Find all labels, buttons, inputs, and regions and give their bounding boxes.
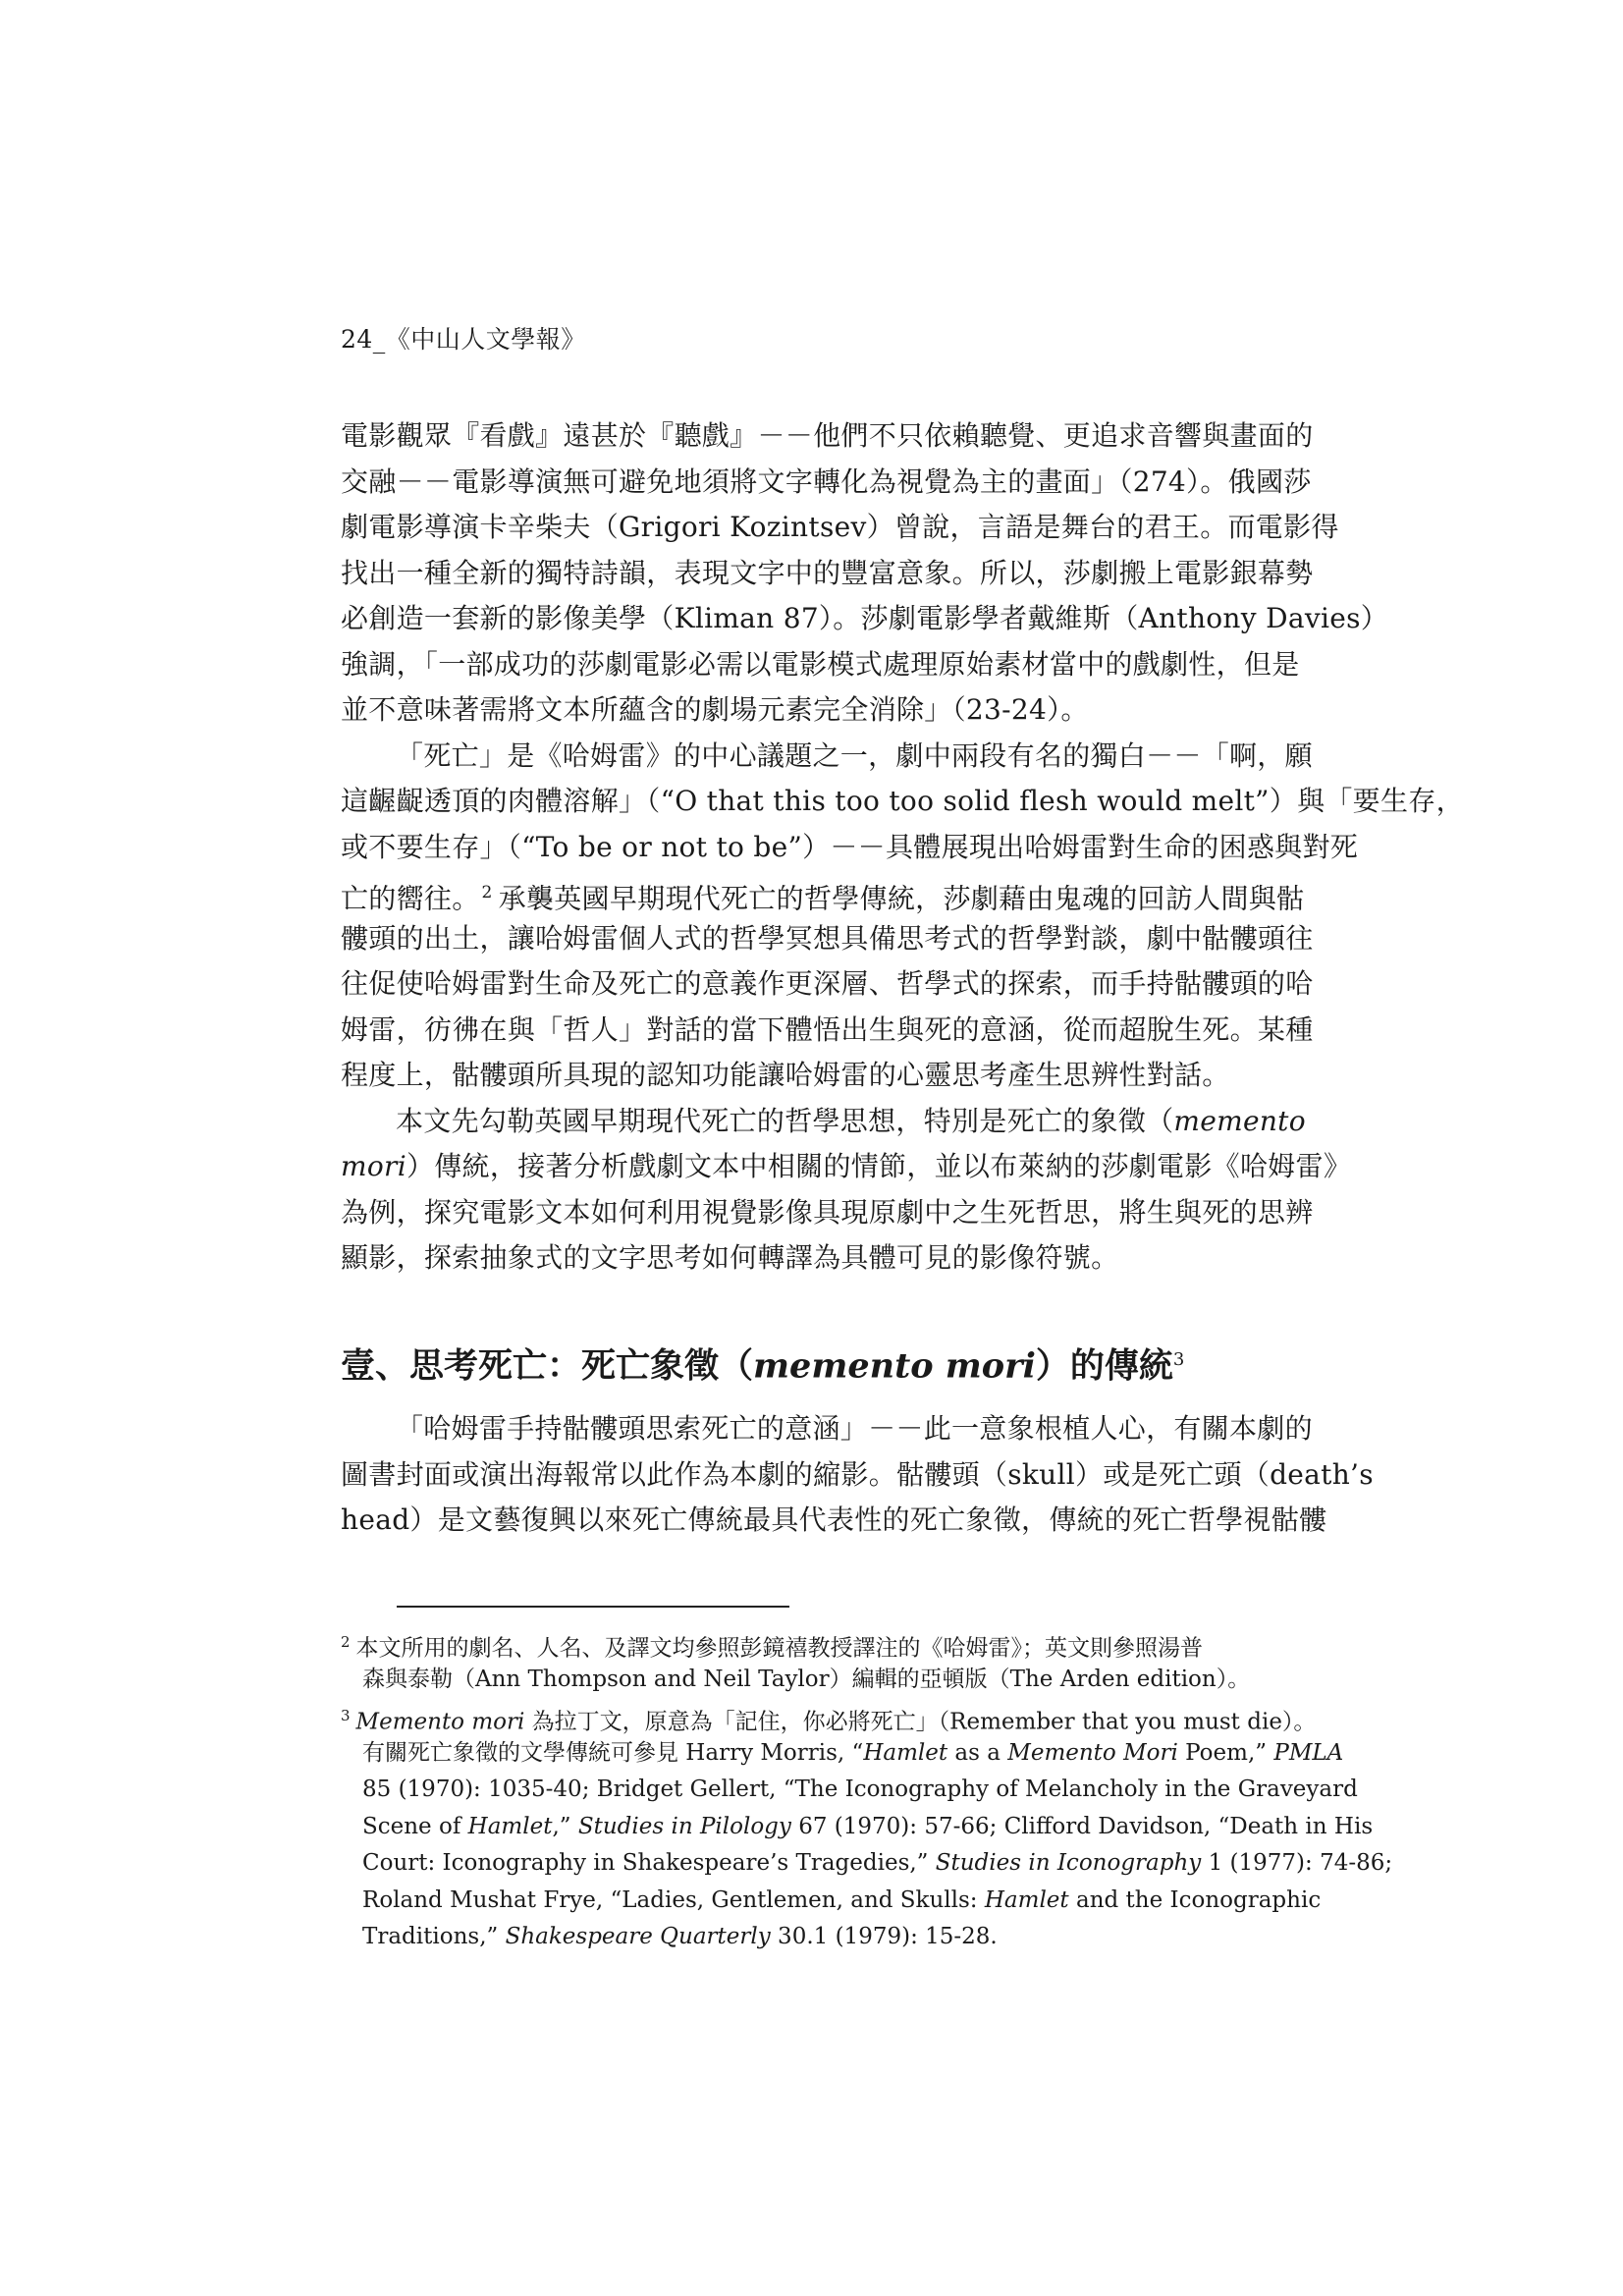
paragraph-line [341, 961, 1314, 1008]
line-text: 承襲英國早期現代死亡的哲學傳統，莎劇藉由鬼魂的回訪人間與骷 [498, 882, 1305, 915]
paragraph-line [341, 460, 1312, 506]
footnote-3-line [341, 1698, 1317, 1735]
line-text: 這齷齪透頂的肉體溶解」（“O that this too too solid flesh would melt”）與「要生存， [341, 785, 1464, 817]
footnote-italic: Studies in Pilology [577, 1813, 791, 1839]
footnote-mark: 2 [341, 1633, 351, 1651]
footnote-text: 本文所用的劇名、人名、及譯文均參照彭鏡禧教授譯注的《哈姆雷》；英文則參照湯普 [355, 1635, 1204, 1662]
footnote-italic: Shakespeare Quarterly [505, 1924, 771, 1949]
paragraph-line [341, 779, 1464, 825]
footnote-italic: Memento mori [355, 1709, 525, 1735]
footnote-text: 1 (1977): 74-86; [1201, 1850, 1393, 1876]
footnote-2-line [341, 1662, 1283, 1699]
footnote-ref: 2 [481, 883, 493, 902]
footnote-text: 有關死亡象徵的文學傳統可參見 Harry Morris, “ [362, 1739, 864, 1766]
line-text: 並不意味著需將文本所蘊含的劇場元素完全消除」（23-24）。 [341, 693, 1089, 726]
line-text: 程度上，骷髏頭所具現的認知功能讓哈姆雷的心靈思考產生思辨性對話。 [341, 1059, 1230, 1091]
footnotes [341, 1624, 1393, 1956]
footnote-text: 為拉丁文，原意為「記住，你必將死亡」（Remember that you must die）。 [524, 1709, 1317, 1735]
footnote-text: 森與泰勒（Ann Thompson and Neil Taylor）編輯的亞頓版（The Arden edition）。 [362, 1666, 1251, 1692]
paragraph-line [341, 870, 1305, 916]
italic-term: mori [341, 1150, 406, 1182]
line-text: 「死亡」是《哈姆雷》的中心議題之一，劇中兩段有名的獨白－－「啊，願 [396, 738, 1313, 772]
paragraph-line [341, 687, 1283, 734]
footnote-text: Traditions,” [362, 1924, 506, 1949]
paragraph-line [341, 1144, 1352, 1190]
footnote-mark: 3 [341, 1707, 351, 1724]
footnote-3-line [341, 1919, 1283, 1956]
footnote-3-line [341, 1809, 1374, 1846]
footnote-text: Court: Iconography in Shakespeare’s Tragedies,” [362, 1850, 936, 1876]
line-text: 找出一種全新的獨特詩韻，表現文字中的豐富意象。所以，莎劇搬上電影銀幕勢 [341, 556, 1314, 589]
paragraph-line [341, 505, 1339, 551]
line-text: 圖書封面或演出海報常以此作為本劇的縮影。骷髏頭（skull）或是死亡頭（death’s [341, 1457, 1374, 1491]
section-heading [341, 1333, 1184, 1394]
line-text: 髏頭的出土，讓哈姆雷個人式的哲學冥想具備思考式的哲學對談，劇中骷髏頭往 [341, 921, 1314, 955]
footnote-2-line [341, 1624, 1283, 1662]
footnote-3-line [341, 1772, 1358, 1809]
section-body-text [341, 1406, 1374, 1544]
line-text: 電影觀眾『看戲』遠甚於『聽戲』－－他們不只依賴聽覺、更追求音響與畫面的 [341, 419, 1314, 452]
section-heading-text-end: ）的傳統 [1035, 1345, 1173, 1387]
footnote-italic: Hamlet [467, 1813, 553, 1839]
line-text: 亡的嚮往。 [341, 882, 480, 915]
paragraph-line [341, 1008, 1314, 1054]
italic-term: memento [1173, 1104, 1306, 1137]
paragraph-line [341, 1498, 1327, 1544]
footnote-text: Roland Mushat Frye, “Ladies, Gentlemen, and Skulls: [362, 1886, 985, 1913]
line-text: 往促使哈姆雷對生命及死亡的意義作更深層、哲學式的探索，而手持骷髏頭的哈 [341, 967, 1314, 1000]
footnote-italic: Memento Mori [1007, 1739, 1178, 1766]
body-text [341, 413, 1464, 1282]
footnote-italic: Hamlet [863, 1739, 948, 1766]
line-text: 「哈姆雷手持骷髏頭思索死亡的意涵」－－此一意象根植人心，有關本劇的 [396, 1412, 1313, 1445]
footnote-3-line [341, 1883, 1322, 1920]
line-text: 強調，「一部成功的莎劇電影必需以電影模式處理原始素材當中的戲劇性，但是 [341, 647, 1300, 681]
line-text: 為例，探究電影文本如何利用視覺影像具現原劇中之生死哲思，將生與死的思辨 [341, 1195, 1314, 1229]
paragraph-line [341, 413, 1314, 460]
line-text: 交融－－電影導演無可避免地須將文字轉化為視覺為主的畫面」（274）。俄國莎 [341, 465, 1312, 498]
paragraph-line [341, 1099, 1306, 1145]
footnote-text: Scene of [362, 1813, 468, 1839]
paragraph-line [341, 825, 1359, 871]
paragraph-line [341, 916, 1314, 962]
line-text: 姆雷，彷彿在與「哲人」對話的當下體悟出生與死的意涵，從而超脫生死。某種 [341, 1012, 1314, 1046]
paragraph-line [341, 1053, 1283, 1099]
section-heading-italic: memento mori [753, 1345, 1036, 1387]
paragraph-line [341, 596, 1389, 642]
footnote-italic: Studies in Iconography [935, 1850, 1202, 1876]
line-text: head）是文藝復興以來死亡傳統最具代表性的死亡象徵，傳統的死亡哲學視骷髏 [341, 1503, 1327, 1536]
paragraph-line [341, 642, 1300, 688]
paragraph-line [341, 1406, 1313, 1452]
footnote-italic: Hamlet [984, 1886, 1069, 1913]
line-text: 顯影，探索抽象式的文字思考如何轉譯為具體可見的影像符號。 [341, 1241, 1119, 1274]
line-text: 劇電影導演卡辛柴夫（Grigori Kozintsev）曾說，言語是舞台的君王。而電影得 [341, 511, 1339, 543]
paragraph-line [341, 734, 1313, 780]
line-text: 本文先勾勒英國早期現代死亡的哲學思想，特別是死亡的象徵（ [396, 1104, 1174, 1137]
footnote-text: as a [947, 1739, 1008, 1766]
footnote-text: Poem,” [1177, 1739, 1274, 1766]
section-heading-text: 壹、思考死亡：死亡象徵（ [341, 1345, 754, 1387]
paragraph-line [341, 1190, 1314, 1236]
footnote-text: and the Iconographic [1068, 1886, 1322, 1913]
paragraph-line [341, 1235, 1283, 1282]
footnote-italic: PMLA [1273, 1739, 1344, 1766]
footnote-3-line [341, 1845, 1393, 1883]
line-text: 或不要生存」（“To be or not to be”）－－具體展現出哈姆雷對生命的困惑與對死 [341, 830, 1359, 863]
footnote-ref: 3 [1172, 1349, 1185, 1370]
footnote-text: 67 (1970): 57-66; Clifford Davidson, “Death in His [790, 1813, 1374, 1839]
paragraph-line [341, 1452, 1374, 1499]
line-text: 必創造一套新的影像美學（Kliman 87）。莎劇電影學者戴維斯（Anthony Davies） [341, 602, 1389, 634]
paragraph-line [341, 551, 1314, 597]
line-text: ）傳統，接著分析戲劇文本中相關的情節，並以布萊納的莎劇電影《哈姆雷》 [406, 1150, 1352, 1182]
running-head: 24_《中山人文學報》 [341, 325, 586, 354]
footnote-divider [397, 1606, 789, 1608]
footnote-text: 30.1 (1979): 15-28. [770, 1924, 998, 1949]
footnote-3-line [341, 1735, 1344, 1773]
footnote-text: 85 (1970): 1035-40; Bridget Gellert, “The Iconography of Melancholy in the Graveyard [362, 1777, 1358, 1802]
footnote-text: ,” [552, 1813, 578, 1839]
